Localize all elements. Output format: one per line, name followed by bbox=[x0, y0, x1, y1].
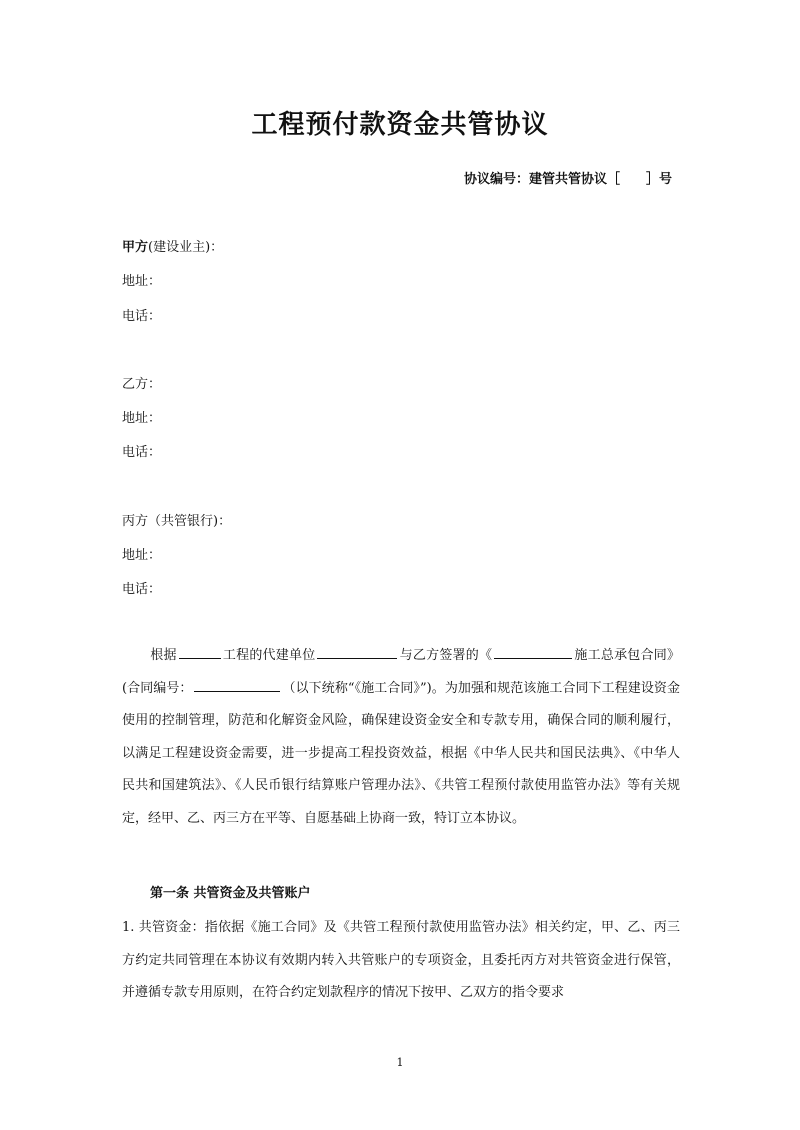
page-number: 1 bbox=[396, 1056, 404, 1069]
article-1-heading: 第一条 共管资金及共管账户 bbox=[150, 886, 311, 901]
article-1-clause-1 bbox=[122, 912, 680, 1010]
party-a-line bbox=[122, 236, 223, 255]
party-a-phone: 电话： bbox=[122, 309, 162, 324]
party-b-phone: 电话： bbox=[122, 445, 162, 460]
party-a-label: 甲方 bbox=[122, 240, 149, 255]
party-a-role: (建设业主)： bbox=[148, 240, 224, 255]
contract-number-blank bbox=[194, 677, 280, 692]
party-b-address: 地址： bbox=[122, 411, 162, 426]
party-c-phone: 电话： bbox=[122, 582, 162, 597]
agreement-number bbox=[464, 168, 672, 187]
party-b-label: 乙方： bbox=[122, 377, 162, 392]
agent-unit-blank bbox=[317, 644, 397, 659]
project-name-blank bbox=[179, 644, 221, 659]
preamble-paragraph bbox=[122, 640, 680, 835]
preamble-part-5: （以下统称“《施工合同》”)。为加强和规范该施工合同下工程建设资金使用的控制管理，防范和化解资金风险，确保建设资金安全和专款专用，确保合同的顺利履行，以满足工程建设资金需要，进一步提高工程投资效益，根据《中华人民共和国民法典》、《中华人民共和国建筑法》、《人民币银行结算账户管理办法》、《共管工程预付款使用监管办法》等有关规定，经甲、乙、丙三方在平等、自愿基础上协商一致，特订立本协议。 bbox=[122, 680, 680, 826]
party-a-address: 地址： bbox=[122, 274, 162, 289]
party-c-label: 丙方（共管银行)： bbox=[122, 514, 232, 529]
contract-name-blank bbox=[494, 644, 572, 659]
agreement-number-prefix: 协议编号：建管共管协议［ bbox=[463, 172, 620, 187]
preamble-part-4: 施工总承包合同》(合同编号： bbox=[122, 648, 680, 696]
article-1-clause-1-text: 1. 共管资金：指依据《施工合同》及《共管工程预付款使用监管办法》相关约定，甲、乙、丙三方约定共同管理在本协议有效期内转入共管账户的专项资金，且委托丙方对共管资金进行保管，并遵循专款专用原则，在符合约定划款程序的情况下按甲、乙双方的指令要求 bbox=[122, 920, 680, 1000]
preamble-part-3: 与乙方签署的《 bbox=[399, 648, 493, 663]
party-c-address: 地址： bbox=[122, 548, 162, 563]
document-title: 工程预付款资金共管协议 bbox=[251, 110, 549, 140]
agreement-number-suffix: ］号 bbox=[645, 172, 672, 187]
preamble-part-2: 工程的代建单位 bbox=[222, 648, 316, 663]
preamble-part-1: 根据 bbox=[150, 648, 177, 663]
